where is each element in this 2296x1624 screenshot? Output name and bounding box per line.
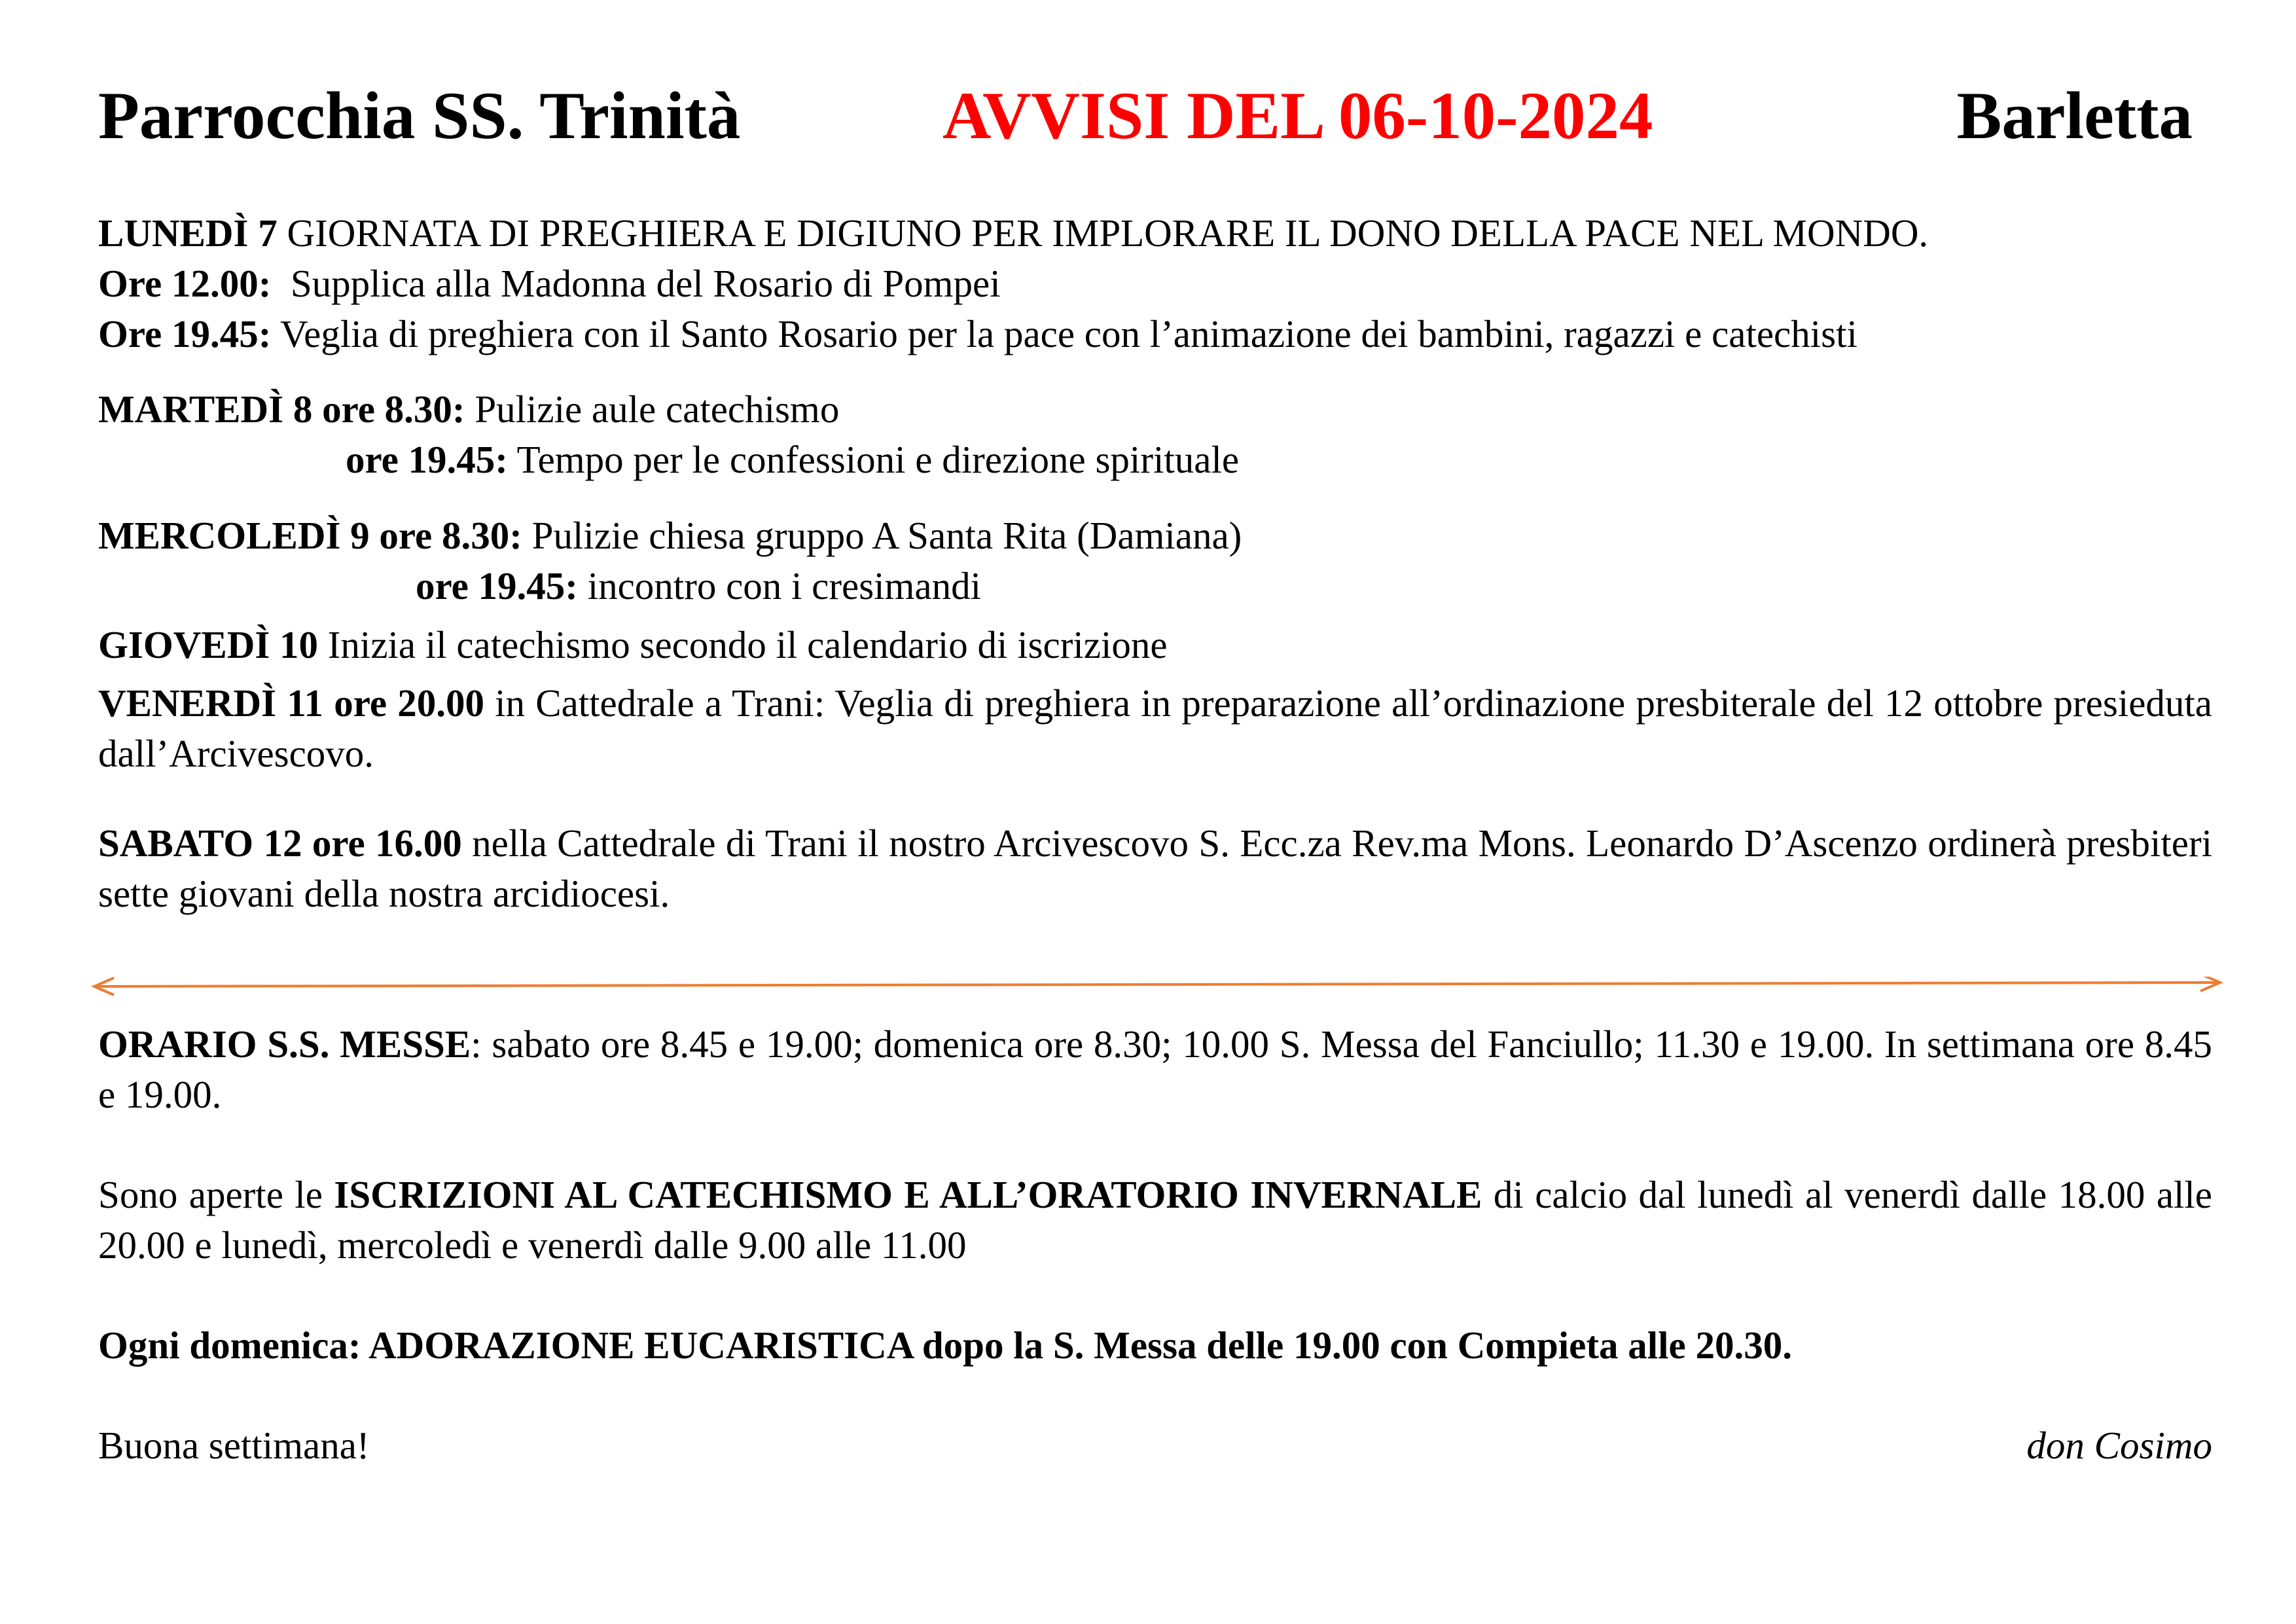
saturday-paragraph [98,818,2212,919]
friday-day: VENERDÌ 11 ore 20.00 [98,681,484,725]
city-name: Barletta [1956,79,2193,153]
tuesday-text1: Pulizie aule catechismo [465,388,840,431]
monday-time2: Ore 19.45: [98,312,272,355]
tuesday-day: MARTEDÌ 8 ore 8.30: [98,388,465,431]
monday-day: LUNEDÌ 7 [98,211,278,255]
monday-time1: Ore 12.00: [98,262,272,305]
friday-paragraph [98,678,2212,779]
tuesday-text2: Tempo per le confessioni e direzione spirituale [507,438,1240,481]
wednesday-time2-line [416,561,981,611]
thursday-text: Inizia il catechismo secondo il calendario di iscrizione [318,623,1168,666]
parish-name: Parrocchia SS. Trinità [98,79,741,153]
tuesday-time2-line [346,435,1239,485]
registrations-text: di calcio dal lunedì al venerdì dalle 18.00 alle 20.00 e lunedì, mercoledì e venerdì dalle 9.00 alle 11.00 [98,1173,2212,1267]
registrations-bold: ISCRIZIONI AL CATECHISMO E ALL’ORATORIO INVERNALE [334,1173,1482,1216]
header [98,77,2193,156]
friday-text: in Cattedrale a Trani: Veglia di preghiera in preparazione all’ordinazione presbiterale del 12 ottobre presieduta dall’Arcivescovo. [98,681,2212,775]
monday-text: GIORNATA DI PREGHIERA E DIGIUNO PER IMPLORARE IL DONO DELLA PACE NEL MONDO. [277,211,1929,255]
adoration-line: Ogni domenica: ADORAZIONE EUCARISTICA dopo la S. Messa delle 19.00 con Compieta alle 20.30. [98,1324,1792,1367]
tuesday-time2: ore 19.45: [346,438,508,481]
registrations-prefix: Sono aperte le [98,1173,334,1216]
monday-text2: Veglia di preghiera con il Santo Rosario per la pace con l’animazione dei bambini, ragazzi e catechisti [271,312,1857,355]
thursday-day: GIOVEDÌ 10 [98,623,319,666]
saturday-day: SABATO 12 ore 16.00 [98,821,462,865]
signature: don Cosimo [2026,1424,2212,1467]
wednesday-time2: ore 19.45: [416,564,578,607]
wednesday-text2: incontro con i cresimandi [577,564,982,607]
double-arrow-divider [90,977,2224,996]
tuesday-line [98,384,839,435]
masses-text: : sabato ore 8.45 e 19.00; domenica ore 8.30; 10.00 S. Messa del Fanciullo; 11.30 e 19.00. In settimana ore 8.45 e 19.00. [98,1022,2213,1116]
wednesday-text1: Pulizie chiesa gruppo A Santa Rita (Damiana) [522,514,1242,557]
wednesday-day: MERCOLEDÌ 9 ore 8.30: [98,514,522,557]
registrations-paragraph [98,1170,2212,1271]
monday-time2-line [98,309,1857,359]
closing-greeting: Buona settimana! [98,1424,370,1467]
thursday-line [98,620,1168,670]
notice-title: AVVISI DEL 06-10-2024 [942,79,1653,153]
monday-line [98,208,1928,259]
monday-time1-line [98,259,1001,309]
saturday-text: nella Cattedrale di Trani il nostro Arcivescovo S. Ecc.za Rev.ma Mons. Leonardo D’Ascenzo ordinerà presbiteri sette giovani della nostra arcidiocesi. [98,821,2212,915]
masses-label: ORARIO S.S. MESSE [98,1022,471,1066]
monday-text1: Supplica alla Madonna del Rosario di Pompei [271,262,1001,305]
wednesday-line [98,511,1242,561]
divider-line [94,983,2220,986]
masses-paragraph [98,1019,2212,1120]
